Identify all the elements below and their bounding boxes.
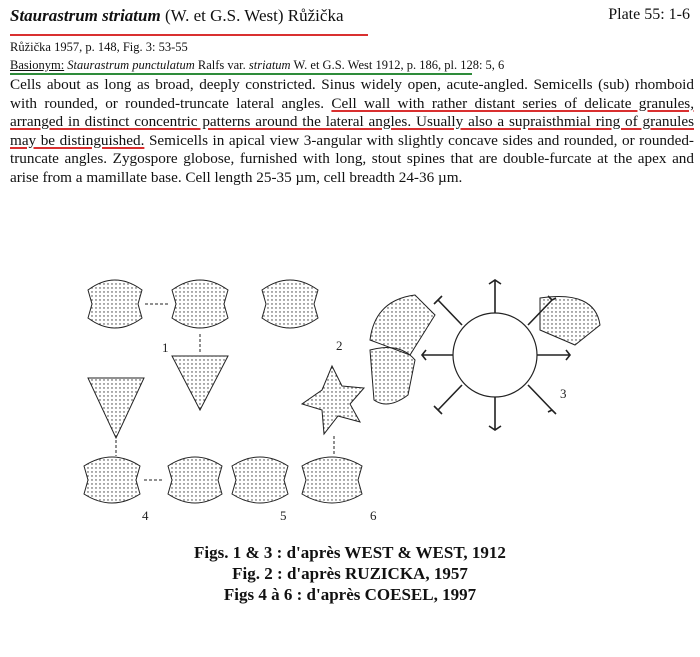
reference-line: Růžička 1957, p. 148, Fig. 3: 53-55 bbox=[10, 40, 188, 54]
basionym-rest1: Ralfs var. bbox=[194, 58, 249, 72]
figure-6 bbox=[302, 366, 364, 503]
description-part1: Cells about as long as broad, deeply constricted. Sinus widely open, acute-angled. Semicells (sub) rhomboid with rounded, or rounded-truncate lateral angles. bbox=[10, 76, 694, 112]
figure-4-front bbox=[84, 457, 222, 503]
description-highlight: Cell wall with rather distant series of delicate granules, arranged in distinct concentric patterns around the lateral angles. Usually also a supraisthmial ring of granules may be distinguished. bbox=[10, 94, 695, 149]
species-name: Staurastrum striatum bbox=[10, 6, 161, 25]
description-paragraph bbox=[10, 76, 694, 188]
species-title bbox=[10, 6, 344, 26]
basionym-line bbox=[10, 58, 504, 73]
figure-label-6: 6 bbox=[370, 508, 377, 523]
plate-figure bbox=[70, 270, 630, 530]
figure-1-apical bbox=[172, 334, 228, 410]
plate-number: Plate 55: 1-6 bbox=[608, 6, 690, 23]
caption-3: Figs 4 à 6 : d'après COESEL, 1997 bbox=[223, 585, 477, 604]
figure-label-5: 5 bbox=[280, 508, 287, 523]
title-line bbox=[10, 6, 690, 32]
figure-label-3: 3 bbox=[560, 386, 567, 401]
figure-1-front bbox=[88, 280, 228, 328]
figure-label-2: 2 bbox=[336, 338, 343, 353]
basionym-underline bbox=[10, 73, 472, 75]
caption-1: Figs. 1 & 3 : d'après WEST & WEST, 1912 bbox=[194, 543, 506, 562]
caption-2: Fig. 2 : d'après RUZICKA, 1957 bbox=[232, 564, 468, 583]
figure-4-apical bbox=[88, 378, 144, 456]
description-part2: Semicells in apical view 3-angular with slightly concave sides and rounded, or rounded-truncate angles. Zygospore globose, furnished with long, stout spines that are double-furcate at the apex and arise from a mamillate base. Cell length 25-35 µm, cell breadth 24-36 µm. bbox=[10, 131, 694, 186]
figure-3-zygospore bbox=[370, 280, 600, 430]
basionym-rest2: W. et G.S. West 1912, p. 186, pl. 128: 5, 6 bbox=[290, 58, 505, 72]
figure-label-1: 1 bbox=[162, 340, 169, 355]
basionym-name: Staurastrum punctulatum bbox=[67, 58, 195, 72]
figure-5-front bbox=[232, 457, 288, 503]
figure-label-4: 4 bbox=[142, 508, 149, 523]
species-authors: (W. et G.S. West) Růžička bbox=[164, 6, 344, 25]
basionym-label: Basionym: bbox=[10, 58, 65, 72]
figure-2-front bbox=[262, 280, 318, 328]
title-underline bbox=[10, 34, 368, 36]
figure-captions bbox=[0, 542, 700, 605]
basionym-var: striatum bbox=[248, 58, 291, 72]
